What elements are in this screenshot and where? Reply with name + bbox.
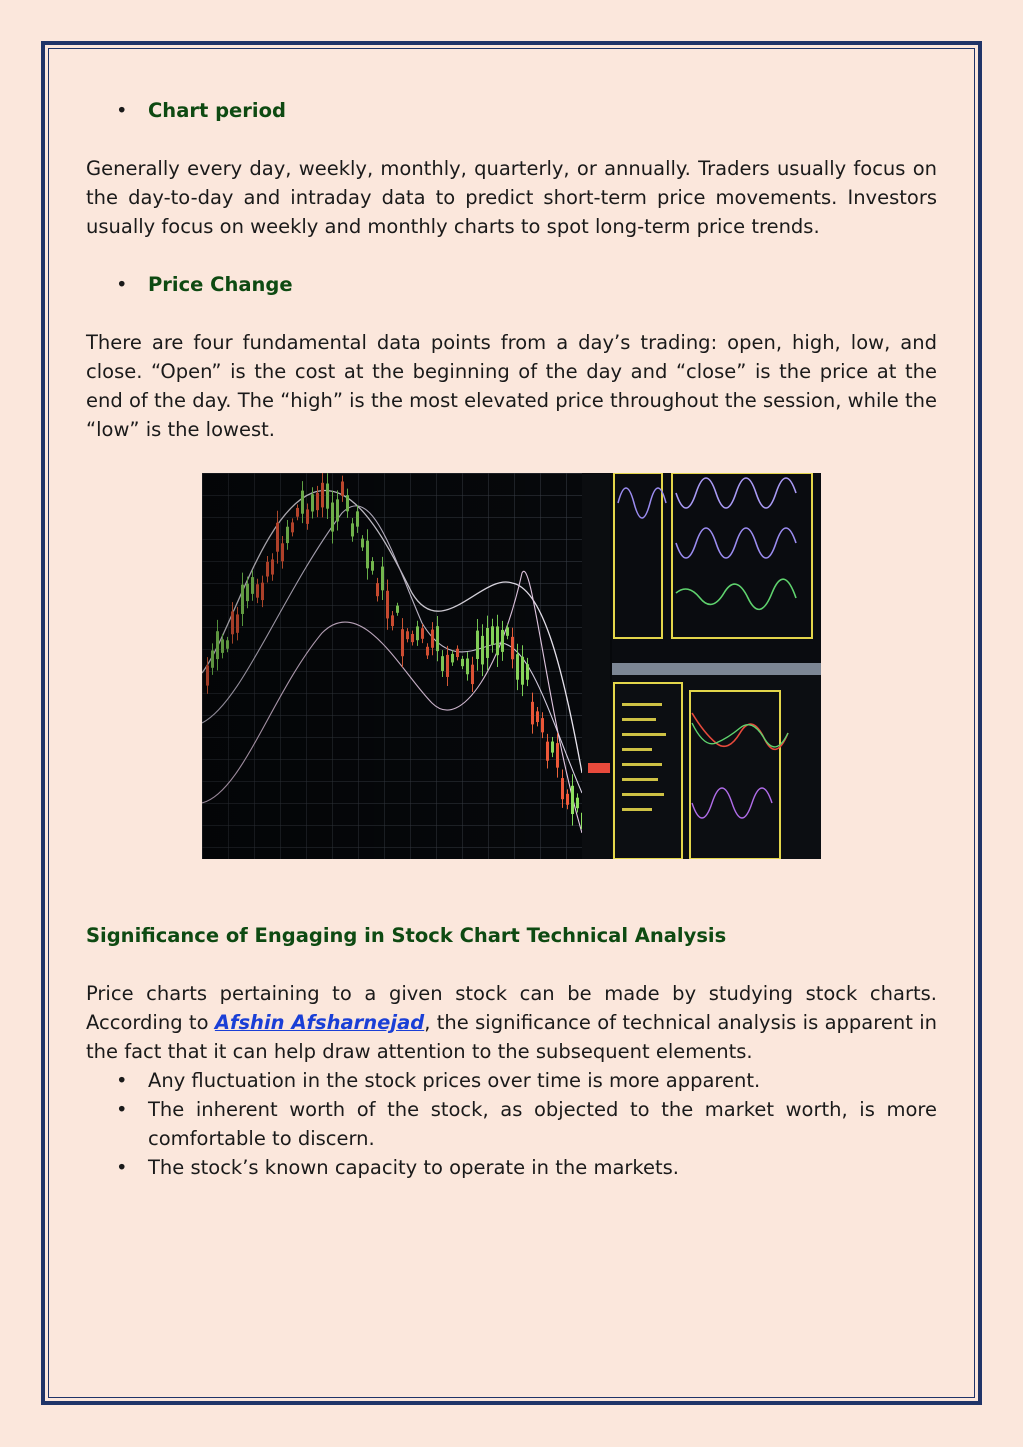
bullet-icon: • (116, 99, 128, 122)
bullet-icon: • (116, 1156, 128, 1179)
significance-list (86, 1066, 937, 1182)
bullet-icon: • (116, 273, 128, 296)
document-body (86, 96, 937, 1182)
bullet-icon: • (116, 1069, 128, 1092)
price-change-paragraph: There are four fundamental data points from a day’s trading: open, high, low, and close. “Open” is the cost at the beginning of the day and “close” is the price at the end of the day. The “high” is the most elevated price throughout the session, while the “low” is the lowest. (86, 331, 937, 441)
heading-price-change: • Price Change (86, 270, 937, 299)
bullet-icon: • (116, 1098, 128, 1121)
stock-chart-photo (202, 473, 821, 859)
heading-chart-period: • Chart period (86, 96, 937, 125)
author-link[interactable]: Afshin Afsharnejad (214, 1011, 425, 1034)
list-item: • Any fluctuation in the stock prices over time is more apparent. (86, 1066, 937, 1095)
list-item: • The stock’s known capacity to operate in the markets. (86, 1153, 937, 1182)
significance-heading: Significance of Engaging in Stock Chart Technical Analysis (86, 924, 727, 947)
chart-period-paragraph: Generally every day, weekly, monthly, quarterly, or annually. Traders usually focus on the day-to-day and intraday data to predict short-term price movements. Investors usually focus on weekly and monthly charts to spot long-term price trends. (86, 157, 937, 238)
list-item: • The inherent worth of the stock, as objected to the market worth, is more comfortable to discern. (86, 1095, 937, 1153)
significance-paragraph: Price charts pertaining to a given stock can be made by studying stock charts. According to Afshin Afsharnejad, the significance of technical analysis is apparent in the fact that it can help draw attention to the subsequent elements. (86, 982, 937, 1063)
